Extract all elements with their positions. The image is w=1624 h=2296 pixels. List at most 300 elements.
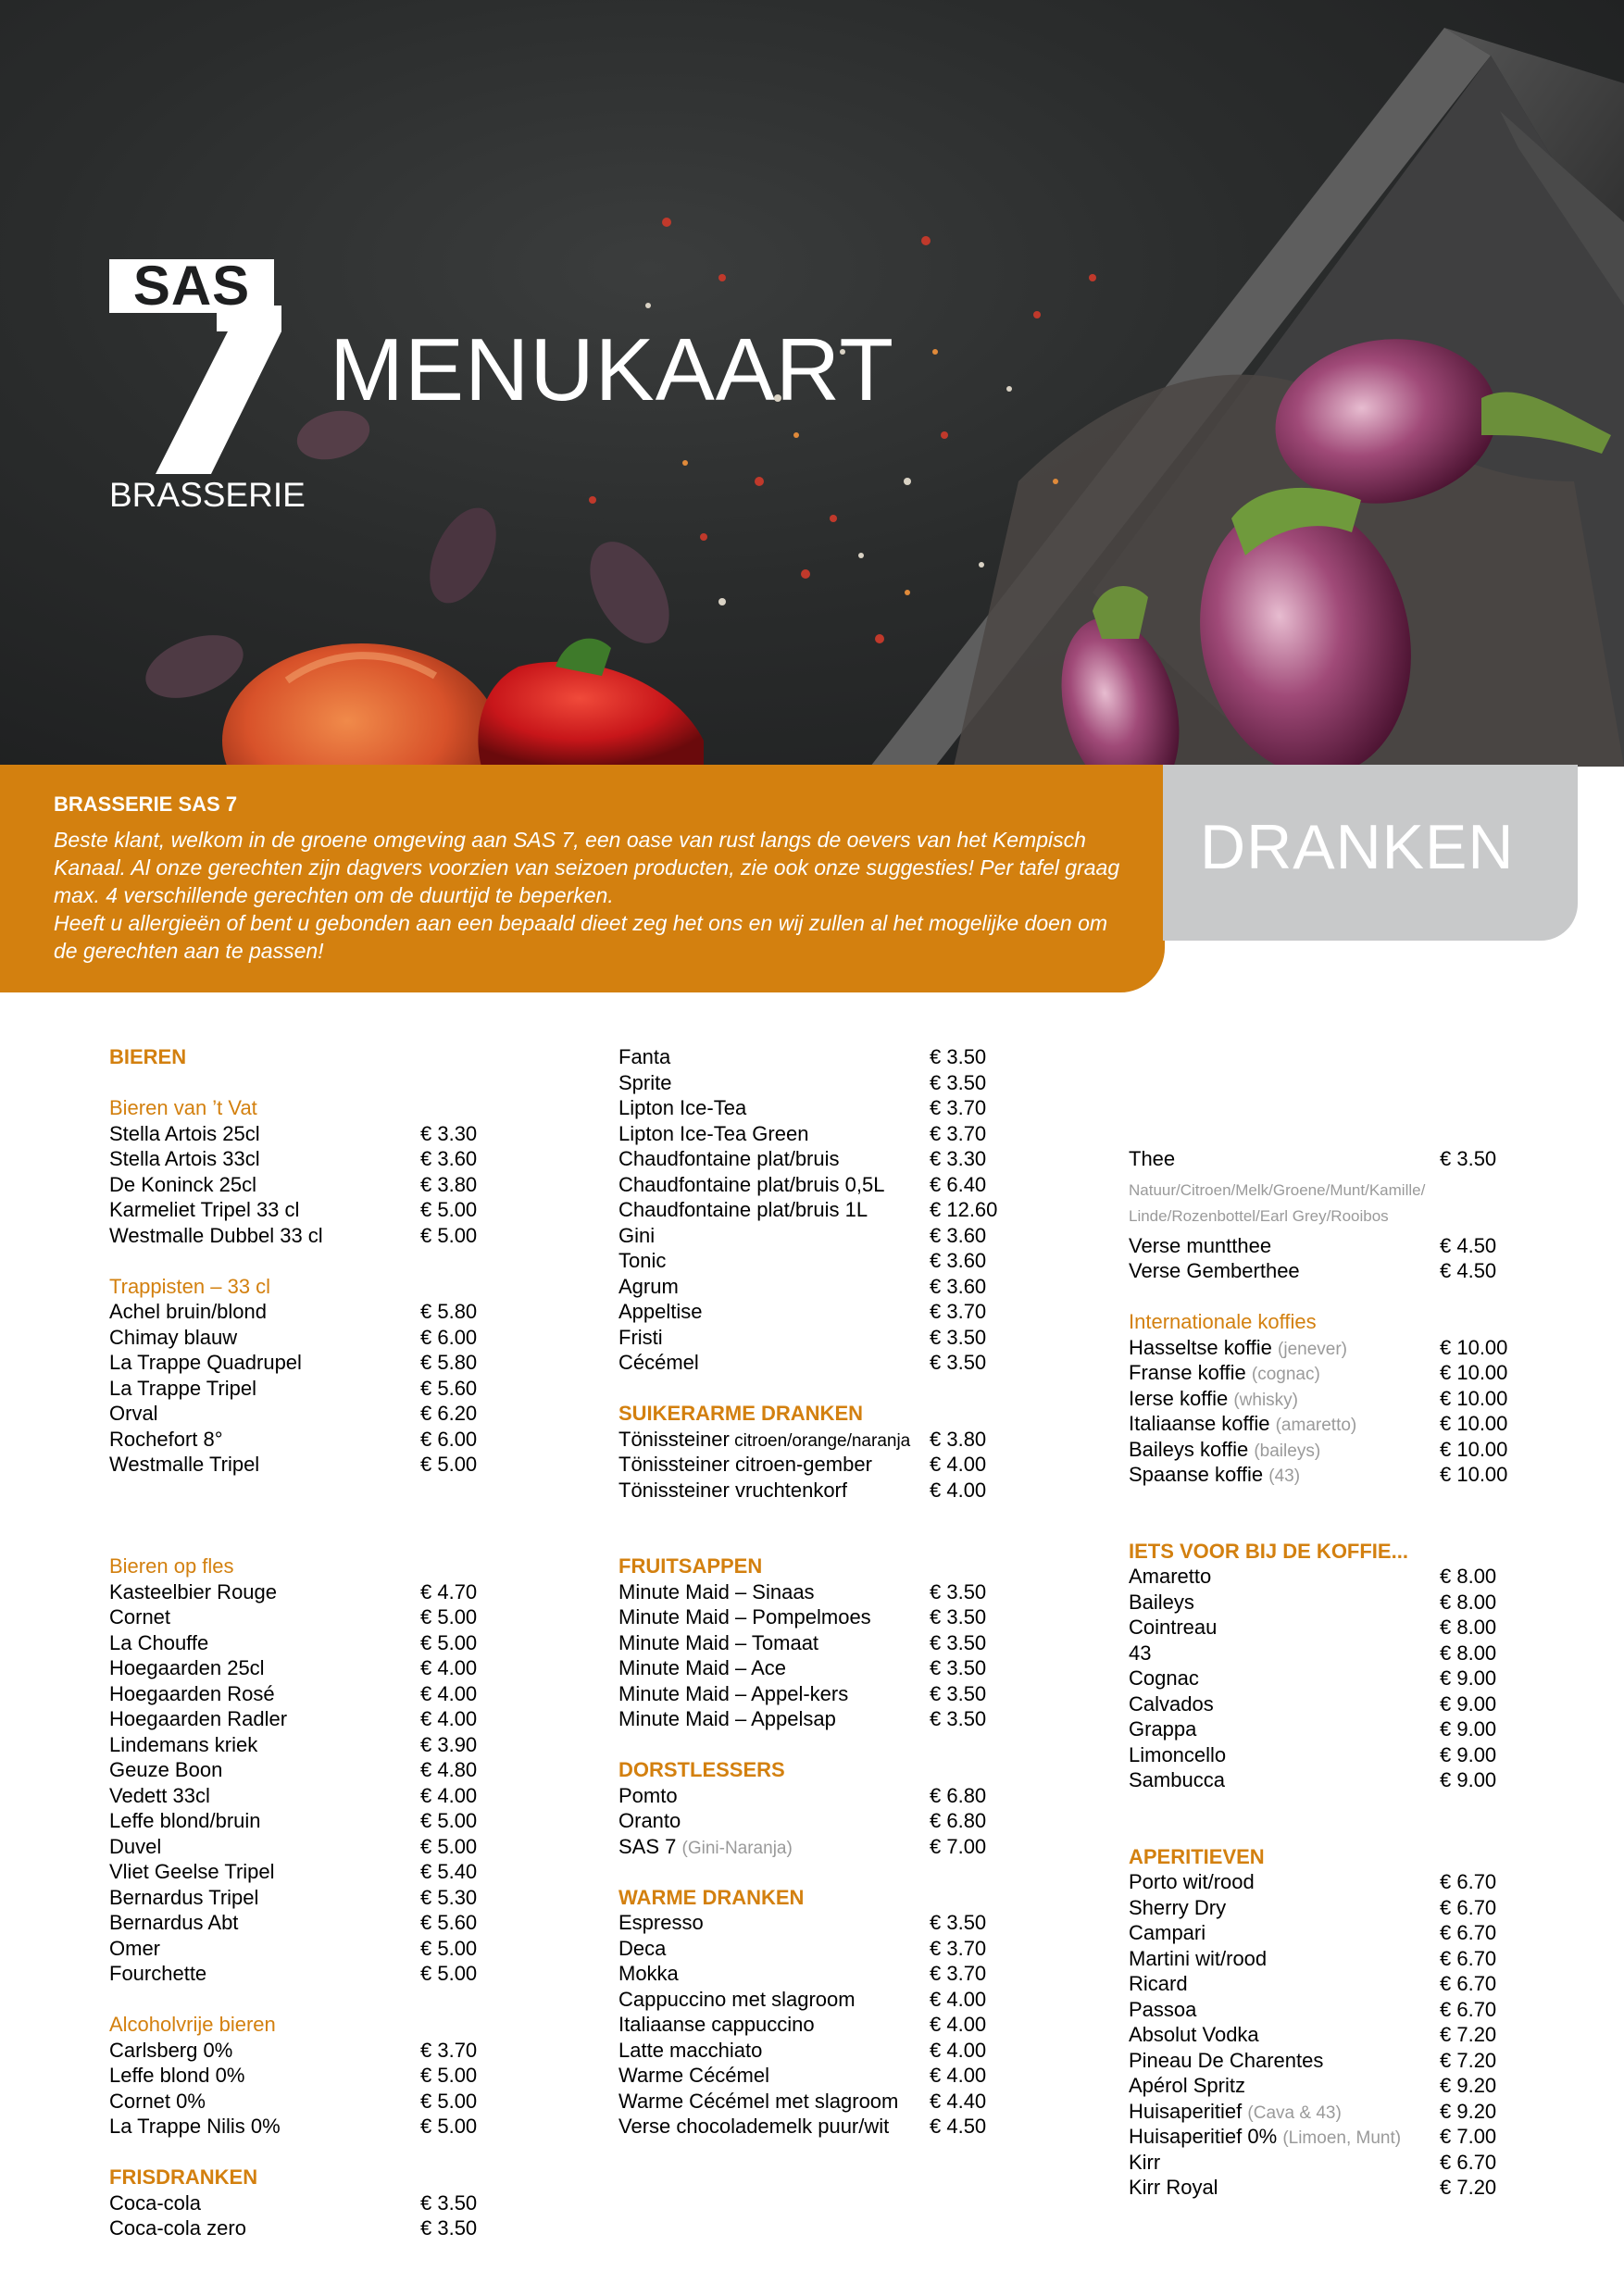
menu-item	[1129, 2022, 1518, 2048]
menu-item	[109, 2089, 498, 2115]
menu-item-label: Martini wit/rood	[1129, 1946, 1268, 1970]
menu-item-name	[109, 1834, 161, 1860]
menu-item-label: Vliet Geelse Tripel	[109, 1860, 275, 1883]
menu-item-name	[1129, 1360, 1320, 1388]
menu-item	[618, 1197, 1007, 1223]
menu-item	[1129, 2175, 1518, 2201]
menu-item-label: Porto wit/rood	[1129, 1870, 1255, 1893]
spacer	[1129, 1488, 1518, 1514]
menu-item-name	[618, 1299, 703, 1325]
menu-item	[1129, 2048, 1518, 2074]
menu-item-label: Limoncello	[1129, 1742, 1227, 1766]
menu-item-name	[109, 1910, 238, 1936]
menu-item-name	[109, 1885, 258, 1911]
menu-item-name	[618, 1681, 848, 1707]
menu-item-name	[1129, 1641, 1151, 1666]
menu-item-name	[109, 1452, 259, 1478]
menu-item-label: Warme Cécémel	[618, 2064, 769, 2087]
menu-item-name	[1129, 1716, 1196, 1742]
menu-item	[618, 1706, 1007, 1732]
menu-item	[1129, 1462, 1518, 1488]
menu-item	[618, 1604, 1007, 1630]
menu-item-label: Westmalle Dubbel 33 cl	[109, 1223, 323, 1247]
menu-item-name	[1129, 1564, 1211, 1590]
menu-item-price: € 6.40	[930, 1172, 987, 1196]
menu-item	[1129, 1946, 1518, 1972]
menu-item	[618, 1223, 1007, 1249]
menu-item-price: € 3.50	[930, 1351, 987, 1374]
menu-item-price: € 5.00	[420, 1834, 478, 1858]
intro-band	[0, 765, 1165, 992]
menu-item-price: € 8.00	[1440, 1641, 1497, 1665]
menu-item-label: Absolut Vodka	[1129, 2023, 1259, 2046]
menu-item-label: Cognac	[1129, 1666, 1199, 1690]
menu-item	[618, 1936, 1007, 1962]
menu-item-name	[1129, 2073, 1245, 2099]
menu-item-name	[109, 1146, 260, 1172]
menu-item-price: € 3.80	[930, 1427, 987, 1451]
menu-item-price: € 9.00	[1440, 1742, 1497, 1766]
menu-item-price: € 9.00	[1440, 1691, 1497, 1716]
menu-item-name	[1129, 1462, 1300, 1490]
menu-item-note: (43)	[1268, 1466, 1301, 1486]
menu-item-name	[618, 1936, 666, 1962]
menu-item-label: Hoegaarden Rosé	[109, 1681, 275, 1705]
menu-item-price: € 5.00	[420, 2089, 478, 2113]
menu-item-name	[1129, 1971, 1188, 1997]
subsection-heading: Alcoholvrije bieren	[109, 2013, 276, 2036]
menu-item-name	[1129, 2124, 1401, 2152]
menu-item	[109, 1604, 498, 1630]
menu-item	[1129, 1971, 1518, 1997]
menu-item-price: € 3.30	[420, 1121, 478, 1145]
menu-item	[618, 1274, 1007, 1300]
menu-item-label: Gini	[618, 1223, 656, 1247]
menu-item	[618, 1146, 1007, 1172]
menu-item	[1129, 1920, 1518, 1946]
tea-varieties-line: Linde/Rozenbottel/Earl Grey/Rooibos	[1129, 1206, 1389, 1225]
tea-varieties-note	[1129, 1178, 1518, 1229]
header-photo	[0, 0, 1624, 767]
brasserie-logo	[109, 255, 306, 514]
menu-item	[1129, 1437, 1518, 1463]
menu-item-name	[109, 1121, 260, 1147]
menu-item-price: € 4.70	[420, 1579, 478, 1603]
menu-item-label: Calvados	[1129, 1691, 1214, 1716]
menu-item-label: Cappuccino met slagroom	[618, 1987, 856, 2011]
menu-item-name	[618, 1325, 663, 1351]
menu-item-name	[618, 1630, 818, 1656]
menu-item-price: € 3.50	[930, 1656, 987, 1679]
menu-item	[109, 1783, 498, 1809]
menu-item	[1129, 1146, 1518, 1172]
section-heading: DORSTLESSERS	[618, 1758, 785, 1781]
menu-item-name	[618, 1783, 678, 1809]
menu-item-label: Westmalle Tripel	[109, 1453, 260, 1476]
menu-item-label: La Trappe Nilis 0%	[109, 2115, 281, 2138]
menu-item-price: € 5.00	[420, 1198, 478, 1221]
menu-item-label: Lipton Ice-Tea	[618, 1096, 747, 1119]
menu-item	[1129, 1641, 1518, 1666]
menu-item	[109, 1834, 498, 1860]
menu-item	[109, 1681, 498, 1707]
menu-item	[1129, 2099, 1518, 2125]
menu-item-name	[109, 2038, 232, 2064]
menu-item-price: € 5.00	[420, 1936, 478, 1960]
menu-item-label: Appeltise	[618, 1300, 703, 1323]
menu-column-3	[1129, 1146, 1518, 2201]
menu-item-label: Kasteelbier Rouge	[109, 1579, 278, 1603]
menu-item-label: Hoegaarden Radler	[109, 1707, 288, 1730]
menu-item-price: € 6.80	[930, 1783, 987, 1807]
menu-item-price: € 6.70	[1440, 1972, 1497, 1995]
menu-item	[1129, 2124, 1518, 2150]
menu-item-label: Kirr Royal	[1129, 2176, 1218, 2199]
menu-item-label: Campari	[1129, 1921, 1206, 1944]
menu-item-price: € 5.00	[420, 1605, 478, 1628]
menu-item-name	[618, 1121, 808, 1147]
menu-item-name	[618, 1095, 746, 1121]
section-heading: WARME DRANKEN	[618, 1885, 805, 1909]
menu-item	[109, 2215, 498, 2241]
menu-item-price: € 9.00	[1440, 1768, 1497, 1791]
menu-item-name	[618, 1070, 671, 1096]
menu-item	[1129, 1615, 1518, 1641]
menu-item-label: Minute Maid – Tomaat	[618, 1630, 819, 1654]
menu-item-note: (Gini-Naranja)	[681, 1838, 793, 1858]
menu-item	[618, 2012, 1007, 2038]
menu-item-label: Oranto	[618, 1809, 681, 1832]
menu-item	[618, 1630, 1007, 1656]
menu-item-name	[1129, 1335, 1347, 1363]
menu-item	[618, 1427, 1007, 1453]
menu-item-price: € 8.00	[1440, 1616, 1497, 1639]
menu-item-price: € 10.00	[1440, 1386, 1508, 1410]
menu-item	[1129, 2073, 1518, 2099]
subsection-heading: Trappisten – 33 cl	[109, 1274, 271, 1298]
menu-item	[109, 1936, 498, 1962]
menu-item-price: € 6.20	[420, 1402, 478, 1425]
spacer	[618, 1376, 1007, 1402]
menu-item-name	[109, 1350, 302, 1376]
menu-item-price: € 3.60	[930, 1274, 987, 1298]
menu-item-label: Thee	[1129, 1147, 1176, 1170]
menu-item-name	[618, 2038, 762, 2064]
menu-item	[618, 2038, 1007, 2064]
menu-item-label: Cécémel	[618, 1351, 699, 1374]
menu-item-price: € 7.20	[1440, 2048, 1497, 2072]
menu-item	[618, 1248, 1007, 1274]
menu-item-price: € 3.70	[420, 2038, 478, 2062]
menu-item	[618, 1172, 1007, 1198]
menu-item-price: € 4.40	[930, 2089, 987, 2113]
menu-item-label: Spaanse koffie	[1129, 1463, 1264, 1486]
menu-item	[109, 2063, 498, 2089]
menu-item-name	[618, 1808, 681, 1834]
menu-item	[618, 1579, 1007, 1605]
menu-item	[618, 1452, 1007, 1478]
menu-item-name	[109, 2114, 281, 2140]
menu-item-name	[109, 1604, 170, 1630]
menu-item-label: Ierse koffie	[1129, 1386, 1229, 1410]
menu-item-price: € 3.60	[930, 1249, 987, 1272]
menu-item	[1129, 2150, 1518, 2176]
menu-item	[1129, 1233, 1518, 1259]
menu-item	[1129, 1997, 1518, 2023]
menu-item-label: Leffe blond 0%	[109, 2064, 245, 2087]
menu-item-label: Passoa	[1129, 1997, 1197, 2021]
menu-item-price: € 5.00	[420, 1962, 478, 1985]
menu-item	[618, 1910, 1007, 1936]
menu-item-name	[1129, 1666, 1199, 1691]
menu-item-price: € 6.00	[420, 1427, 478, 1451]
menu-item-price: € 6.70	[1440, 1997, 1497, 2021]
menu-item-name	[618, 1987, 856, 2013]
menu-item-name	[109, 1681, 275, 1707]
menu-item-name	[1129, 1691, 1214, 1717]
menu-item-price: € 5.60	[420, 1911, 478, 1934]
menu-item-label: Minute Maid – Ace	[618, 1656, 786, 1679]
menu-item-label: Rochefort 8°	[109, 1427, 223, 1451]
menu-item-name	[1129, 1411, 1356, 1439]
menu-item-label: Achel bruin/blond	[109, 1300, 268, 1323]
menu-item	[109, 1299, 498, 1325]
menu-item-label: Fristi	[618, 1325, 663, 1349]
menu-item	[109, 1223, 498, 1249]
menu-item-price: € 3.50	[420, 2216, 478, 2240]
menu-item-label: Bernardus Abt	[109, 1911, 239, 1934]
menu-item	[618, 1095, 1007, 1121]
menu-item-price: € 5.80	[420, 1300, 478, 1323]
section-heading: FRISDRANKEN	[109, 2165, 258, 2189]
subsection-heading: Internationale koffies	[1129, 1310, 1317, 1333]
menu-item-price: € 10.00	[1440, 1361, 1508, 1384]
menu-item	[618, 1121, 1007, 1147]
tea-varieties-line: Natuur/Citroen/Melk/Groene/Munt/Kamille/	[1129, 1180, 1426, 1199]
menu-item-price: € 8.00	[1440, 1565, 1497, 1588]
menu-item-name	[618, 1961, 679, 1987]
menu-item	[109, 1452, 498, 1478]
menu-item	[109, 1655, 498, 1681]
menu-item-price: € 5.00	[420, 1809, 478, 1832]
menu-item-name	[618, 1655, 786, 1681]
menu-item	[109, 1808, 498, 1834]
menu-item-label: Cornet 0%	[109, 2089, 206, 2113]
menu-item	[1129, 1767, 1518, 1793]
menu-item-price: € 6.70	[1440, 1946, 1497, 1970]
menu-item	[618, 1478, 1007, 1504]
menu-item-label: Huisaperitief 0%	[1129, 2125, 1278, 2148]
spacer	[618, 1732, 1007, 1758]
menu-item-name	[109, 1655, 265, 1681]
menu-item-label: Tonic	[618, 1249, 667, 1272]
menu-item	[109, 1706, 498, 1732]
menu-item-price: € 3.50	[930, 1681, 987, 1705]
menu-item-name	[1129, 2022, 1259, 2048]
menu-item-label: La Trappe Tripel	[109, 1376, 256, 1400]
menu-item-label: De Koninck 25cl	[109, 1172, 256, 1196]
menu-item-price: € 3.50	[930, 1911, 987, 1934]
menu-item-label: Fanta	[618, 1045, 671, 1068]
menu-item-name	[1129, 1742, 1226, 1768]
spacer	[109, 1070, 498, 1096]
menu-item	[109, 1961, 498, 1987]
menu-item-label: Amaretto	[1129, 1565, 1212, 1588]
menu-item-name	[618, 2063, 769, 2089]
menu-item-name	[1129, 1615, 1217, 1641]
menu-item-price: € 6.00	[420, 1325, 478, 1349]
menu-item-name	[618, 1350, 699, 1376]
menu-item-name	[618, 1172, 884, 1198]
menu-item-name	[109, 1936, 160, 1962]
menu-item-name	[109, 1223, 323, 1249]
menu-item	[109, 1197, 498, 1223]
menu-item-name	[1129, 1997, 1196, 2023]
menu-item	[109, 2038, 498, 2064]
menu-item	[1129, 1360, 1518, 1386]
spacer	[109, 1248, 498, 1274]
menu-item-price: € 10.00	[1440, 1335, 1508, 1359]
menu-item-name	[618, 1452, 872, 1478]
menu-item-label: Baileys koffie	[1129, 1437, 1249, 1461]
menu-item-label: Apérol Spritz	[1129, 2074, 1245, 2097]
menu-item-label: Espresso	[618, 1911, 704, 1934]
menu-item-label: Italiaanse cappuccino	[618, 2013, 815, 2036]
menu-item-price: € 4.00	[930, 1478, 987, 1502]
menu-item	[618, 1808, 1007, 1834]
logo-brasserie-text: BRASSERIE	[109, 476, 306, 514]
menu-item	[618, 2089, 1007, 2115]
menu-item	[618, 1961, 1007, 1987]
spacer	[109, 1987, 498, 2013]
spacer	[1129, 1513, 1518, 1539]
menu-item-price: € 3.50	[930, 1707, 987, 1730]
menu-item-price: € 3.70	[930, 1300, 987, 1323]
menu-item-name	[1129, 2048, 1323, 2074]
menu-item-label: Minute Maid – Sinaas	[618, 1579, 815, 1603]
menu-item	[618, 1299, 1007, 1325]
menu-item-name	[109, 1961, 206, 1987]
menu-item	[618, 1044, 1007, 1070]
menu-item-price: € 3.30	[930, 1147, 987, 1170]
section-heading: APERITIEVEN	[1129, 1844, 1265, 1868]
menu-item-label: Grappa	[1129, 1717, 1197, 1741]
menu-item-label: Sprite	[618, 1070, 672, 1094]
menu-item-label: Tönissteiner	[618, 1427, 730, 1451]
menu-item-price: € 7.00	[1440, 2125, 1497, 2148]
menu-item-price: € 3.50	[420, 2190, 478, 2215]
menu-item-name	[109, 2215, 246, 2241]
menu-item	[109, 1146, 498, 1172]
menu-item-price: € 4.50	[930, 2115, 987, 2138]
menu-item-label: Huisaperitief	[1129, 2099, 1243, 2123]
menu-item	[1129, 1716, 1518, 1742]
intro-text	[54, 826, 1128, 965]
menu-item-price: € 3.60	[930, 1223, 987, 1247]
menu-item	[1129, 1258, 1518, 1284]
menu-item-price: € 5.00	[420, 2064, 478, 2087]
menu-item	[618, 1070, 1007, 1096]
menu-item-label: 43	[1129, 1641, 1152, 1665]
menu-item-price: € 3.70	[930, 1962, 987, 1985]
menu-item-label: Tönissteiner vruchtenkorf	[618, 1478, 847, 1502]
menu-item	[618, 1987, 1007, 2013]
menu-item-price: € 12.60	[930, 1198, 998, 1221]
menu-item-name	[109, 1376, 256, 1402]
menu-item-price: € 4.00	[930, 1987, 987, 2011]
menu-item	[109, 2190, 498, 2216]
menu-item-name	[618, 1579, 815, 1605]
menu-item-price: € 5.00	[420, 2115, 478, 2138]
menu-item-name	[618, 2012, 815, 2038]
menu-item	[109, 1910, 498, 1936]
menu-item-name	[109, 1401, 158, 1427]
menu-item	[1129, 1666, 1518, 1691]
section-heading: BIEREN	[109, 1045, 187, 1068]
menu-item-label: Minute Maid – Pompelmoes	[618, 1605, 871, 1628]
spacer	[618, 1529, 1007, 1554]
menu-item-label: Franse koffie	[1129, 1361, 1246, 1384]
spacer	[109, 1503, 498, 1529]
menu-item-name	[1129, 2150, 1160, 2176]
menu-item-label: Pomto	[618, 1783, 678, 1807]
menu-item-price: € 3.70	[930, 1936, 987, 1960]
menu-item	[618, 1350, 1007, 1376]
menu-item	[109, 1630, 498, 1656]
menu-item-note: (baileys)	[1254, 1441, 1321, 1461]
menu-item-name	[618, 1478, 847, 1504]
menu-item-label: Cointreau	[1129, 1616, 1218, 1639]
menu-item-label: Verse Gemberthee	[1129, 1259, 1300, 1282]
menu-item-price: € 3.60	[420, 1147, 478, 1170]
menu-item-price: € 6.70	[1440, 1895, 1497, 1919]
menu-item-label: Pineau De Charentes	[1129, 2048, 1324, 2072]
menu-item-price: € 3.70	[930, 1121, 987, 1145]
menu-item	[1129, 1564, 1518, 1590]
menu-item-label: Tönissteiner citroen-gember	[618, 1453, 872, 1476]
menu-item-price: € 3.80	[420, 1172, 478, 1196]
menu-item-name	[109, 1630, 208, 1656]
subsection-heading: Bieren op fles	[109, 1554, 234, 1578]
menu-item	[1129, 1411, 1518, 1437]
menu-item-name	[109, 2089, 206, 2115]
menu-item-price: € 6.70	[1440, 2150, 1497, 2174]
section-heading: IETS VOOR BIJ DE KOFFIE...	[1129, 1539, 1408, 1563]
menu-item-label: Karmeliet Tripel 33 cl	[109, 1198, 300, 1221]
menu-item-price: € 4.00	[930, 2013, 987, 2036]
menu-item-price: € 4.00	[930, 1453, 987, 1476]
menu-item-price: € 9.20	[1440, 2074, 1497, 2097]
menu-item	[109, 1732, 498, 1758]
menu-item	[1129, 1742, 1518, 1768]
menu-item-label: Coca-cola zero	[109, 2216, 246, 2240]
menu-item-price: € 4.50	[1440, 1259, 1497, 1282]
menu-item-price: € 9.20	[1440, 2099, 1497, 2123]
menu-item-label: La Chouffe	[109, 1630, 209, 1654]
menu-item-price: € 3.50	[930, 1070, 987, 1094]
menu-item-name	[1129, 1895, 1226, 1921]
menu-item-price: € 5.30	[420, 1885, 478, 1909]
intro-paragraph-1: Beste klant, welkom in de groene omgeving aan SAS 7, een oase van rust langs de oevers van het Kempisch Kanaal. Al onze gerechten zijn dagvers voorzien van seizoen producten, zie ook onze suggesties! Per tafel graag max. 4 verschillende gerechten om de duurtijd te beperken.	[54, 828, 1120, 907]
menu-item-label: Duvel	[109, 1834, 162, 1858]
menu-item-price: € 10.00	[1440, 1437, 1508, 1461]
menu-item-label: Agrum	[618, 1274, 679, 1298]
menu-item-price: € 3.50	[930, 1605, 987, 1628]
menu-item	[1129, 1590, 1518, 1616]
menu-item-label: Chaudfontaine plat/bruis 1L	[618, 1198, 868, 1221]
intro-heading: BRASSERIE SAS 7	[54, 792, 238, 816]
section-tab-label: DRANKEN	[1200, 812, 1515, 882]
